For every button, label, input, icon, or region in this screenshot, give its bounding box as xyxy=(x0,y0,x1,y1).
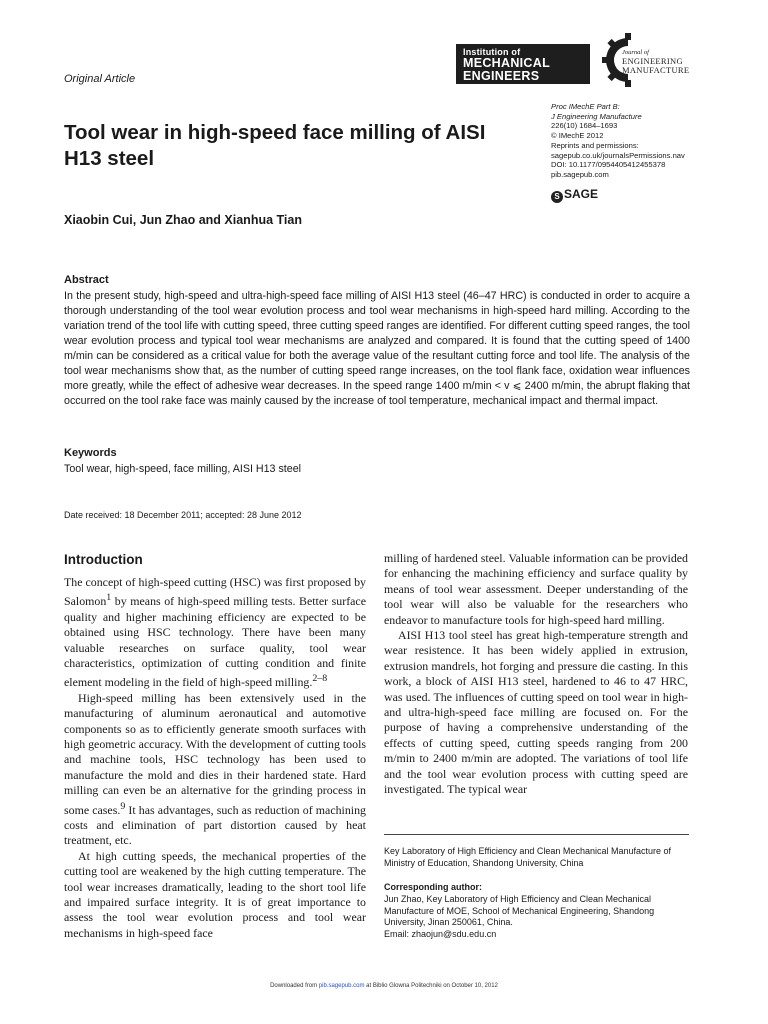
reprints-label: Reprints and permissions: xyxy=(551,140,639,150)
sage-logo xyxy=(551,187,598,203)
reprints-link[interactable]: sagepub.co.uk/journalsPermissions.nav xyxy=(551,150,685,160)
journal-logo xyxy=(600,32,700,88)
text-run: It has advantages, such as reduction of machining costs and elimination of part distortion caused by heat treatment, etc. xyxy=(64,802,366,848)
footnote-divider xyxy=(384,834,689,835)
text-run: High-speed milling has been extensively used in the manufacturing of aluminum aeronautical and automotive components so as to efficiently generate smooth surfaces with high geometric accuracy. With the development of cutting tools and machine tools, HSC technology has been used to manufacture the mold and dies in their hardened state. Hard milling can even be an alternative for the grinding process in some cases. xyxy=(64,690,366,817)
journal-site-link[interactable]: pib.sagepub.com xyxy=(551,169,609,179)
paragraph: At high cutting speeds, the mechanical properties of the cutting tool are weakened by the high cutting temperature. The tool wear increases dramatically, leading to the short tool life and impaired surface integrity. It is of great importance to assess the tool wear evolution process and tool wear mechanisms in high-speed face xyxy=(64,848,366,940)
citation[interactable]: 9 xyxy=(120,800,126,812)
imeche-logo-line: Institution of xyxy=(463,47,521,57)
footer-text: at Biblio Glowna Politechniki on October 10, 2012 xyxy=(364,983,498,989)
corresponding-author-email[interactable]: Email: zhaojun@sdu.edu.cn xyxy=(384,928,497,939)
paragraph: AISI H13 tool steel has great high-temperature strength and wear resistence. It has been widely applied in extrusion, extrusion mandrels, hot forging and pressure die casting. In this work, a block of AISI H13 steel, hardened to 46 to 47 HRC, was used. The influences of cutting speed on tool wear in high- and ultra-high-speed face milling are focused on. For the purpose of having a comprehensive understanding of the effects of cutting speed, cutting speeds ranging from 200 m/min to 2400 m/min are adopted. The variations of tool life and the tool wear evolution process with cutting speed are investigated. The typical wear xyxy=(384,628,688,797)
sage-wordmark: SAGE xyxy=(564,187,599,201)
abstract-heading: Abstract xyxy=(64,274,109,286)
imeche-logo xyxy=(456,44,590,84)
corresponding-author-line: Manufacture of MOE, School of Mechanical Engineering, Shandong xyxy=(384,905,655,916)
article-type-label: Original Article xyxy=(64,73,136,85)
paragraph: milling of hardened steel. Valuable information can be provided for enhancing the machining efficiency and surface quality by means of tool wear assessment. Deeper understanding of the tool wear will also be valuable for the researchers who endeavor to manufacture tools for high-speed hard milling. xyxy=(384,551,688,627)
corresponding-author-line: Jun Zhao, Key Laboratory of High Efficiency and Clean Mechanical xyxy=(384,894,651,904)
affiliation: Key Laboratory of High Efficiency and Clean Mechanical Manufacture of Ministry of Education, Shandong University, China xyxy=(384,846,671,868)
text-run: by means of high-speed milling tests. Better surface quality and higher machining efficiency are expected to be obtained using HSC technology. There have been many valuable researches on surface quality, tool wear characteristics, optimization of cutting condition and finite element modeling in the field of high-speed milling. xyxy=(64,594,366,690)
journal-logo-line: ENGINEERING xyxy=(622,56,683,66)
copyright: © IMechE 2012 xyxy=(551,131,604,141)
right-column xyxy=(384,551,688,798)
authors: Xiaobin Cui, Jun Zhao and Xianhua Tian xyxy=(64,213,302,227)
download-footer xyxy=(0,983,768,989)
footer-link[interactable]: pib.sagepub.com xyxy=(318,983,365,989)
left-column xyxy=(64,575,366,941)
corresponding-author-label: Corresponding author: xyxy=(384,882,482,892)
footer-text: Downloaded from xyxy=(270,983,319,989)
citation[interactable]: 1 xyxy=(106,592,112,604)
imeche-logo-line: ENGINEERS xyxy=(463,69,540,83)
doi[interactable]: DOI: 10.1177/0954405412455378 xyxy=(551,160,666,170)
journal-logo-line: MANUFACTURE xyxy=(622,65,690,75)
corresponding-author-line: University, Jinan 250061, China. xyxy=(384,917,513,927)
sage-mark-icon: S xyxy=(551,191,563,203)
text-run: The concept of high-speed cutting (HSC) was first proposed by Salomon xyxy=(64,575,366,609)
introduction-heading: Introduction xyxy=(64,552,143,567)
journal-name-line: J Engineering Manufacture xyxy=(551,111,642,121)
paragraph xyxy=(64,575,366,691)
abstract-text: In the present study, high-speed and ultra-high-speed face milling of AISI H13 steel (46–47 HRC) is conducted in order to acquire a thorough understanding of the tool wear evolution process and tool wear mechanisms in high-speed hard milling. According to the variation trend of the tool life with cutting speed, three cutting speed ranges are identified. For different cutting speed ranges, the tool wear evolution process and typical tool wear mechanisms are analyzed and compared. It is found that the cutting speed of 1400 m/min can be considered as a critical value for both the average value of the resultant cutting force and tool life. The analysis of the tool wear mechanisms show that, as the number of cutting speed range increases, on the tool flank face, oxidation wear influences more greatly, while the effect of adhesive wear decreases. In the speed range 1400 m/min < v ⩽ 2400 m/min, the abrupt flaking that occurred on the tool rake face was mainly caused by the increase of tool temperature, mechanical impact and thermal impact. xyxy=(64,290,691,407)
journal-logo-line: Journal of xyxy=(622,49,649,56)
paper-title: Tool wear in high-speed face milling of AISI H13 steel xyxy=(64,121,486,170)
dates-received: Date received: 18 December 2011; accepted: 28 June 2012 xyxy=(64,510,302,520)
corresponding-author-details xyxy=(384,894,690,940)
journal-name-line: Proc IMechE Part B: xyxy=(551,102,620,111)
imeche-logo-line: MECHANICAL xyxy=(463,56,551,70)
keywords-text: Tool wear, high-speed, face milling, AISI H13 steel xyxy=(64,463,302,475)
paragraph xyxy=(64,691,366,849)
citation[interactable]: 2–8 xyxy=(312,673,328,685)
volume-pages: 226(10) 1684–1693 xyxy=(551,121,618,131)
journal-metadata xyxy=(551,102,685,180)
keywords-heading: Keywords xyxy=(64,447,117,459)
